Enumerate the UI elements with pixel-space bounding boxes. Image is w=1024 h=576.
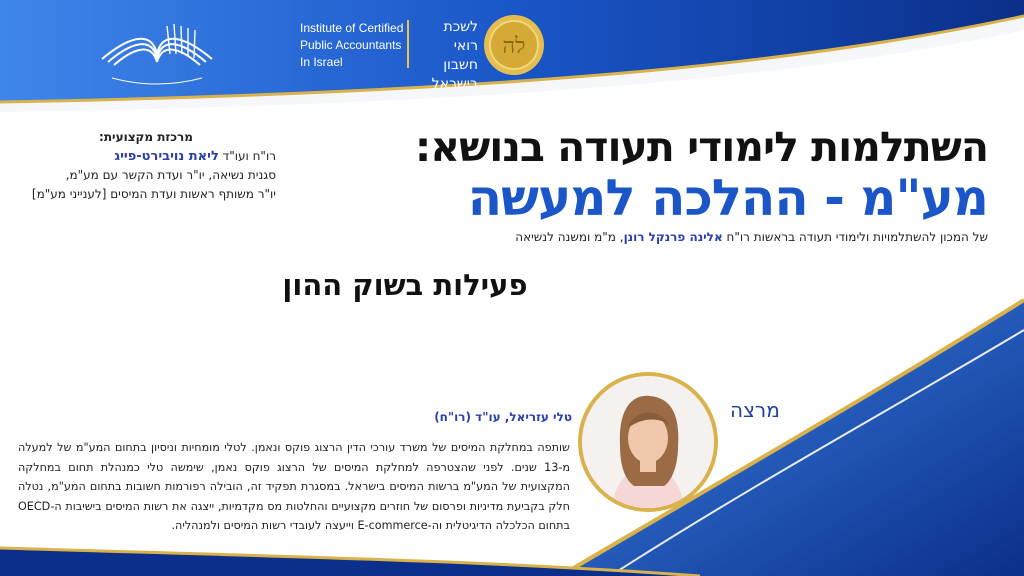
course-subject: מע"מ - ההלכה למעשה [467, 169, 988, 227]
presenter-photo [578, 372, 718, 512]
lecture-topic: פעילות בשוק ההון [282, 268, 528, 302]
coordinator-name: ליאת נויבירט-פייג [114, 149, 219, 164]
presenter-bio: שותפה במחלקת המיסים של משרד עורכי הדין הרצוג פוקס ונאמן. לטלי מומחיות וניסיון בתחום המע"מ של למעלה מ-13 שנים. לפני שהצטרפה למחלקת המיסים של הרצוג פוקס נאמן, שימשה טלי כמנהלת תחום במחלקה המקצועית של המע"מ ברשות המיסים בישראל. במסגרת תפקיד זה, הובילה רפורמות חשובות בתחום המע"מ, נטלה חלק בקביעת מדיניות ופרסום של חוזרים מקצועיים והחלטות מס מקדמיות, ייצגה את רשות המיסים בישיבות ה-OECD בתחום הכלכלה הדיגיטלית וה-E-commerce וייעצה לעובדי רשות המיסים ולמנהליה. [18, 441, 570, 533]
cpa-he-line: לשכת [443, 19, 478, 35]
presenter-label: מרצה [730, 398, 780, 422]
course-subtitle [228, 230, 988, 244]
subtitle-name: אלינה פרנקל רונן [623, 230, 723, 244]
coordinator-line-3: יו"ר משותף ראשות ועדת המיסים [לענייני מע"מ] [31, 187, 276, 201]
cpa-he-line: רואי חשבון [443, 38, 478, 73]
institute-logo [82, 14, 232, 94]
coordinator-title: מרכזת מקצועית: [99, 130, 193, 144]
header-divider [407, 20, 409, 68]
presenter-portrait [582, 376, 714, 508]
subtitle-prefix: של המכון להשתלמויות ולימודי תעודה בראשות רו"ח [722, 230, 988, 244]
coordinator-block [0, 128, 276, 204]
coordinator-line-2: סגנית נשיאה, יו"ר ועדת הקשר עם מע"מ, [65, 168, 276, 182]
coordinator-line-1 [0, 147, 276, 166]
cpa-seal-logo [483, 14, 545, 76]
cpa-en-line: Institute of Certified [300, 21, 404, 35]
cpa-institute-name-en [300, 20, 403, 71]
coordinator-prefix: רו"ח ועו"ד [218, 149, 276, 163]
cpa-en-line: Public Accountants [300, 38, 402, 52]
subtitle-suffix: , מ"מ ומשנה לנשיאה [515, 230, 624, 244]
seal-lettering: לה [502, 34, 526, 59]
cpa-en-line: In Israel [300, 55, 343, 69]
presenter-name: טלי עזריאל, עו"ד (רו"ח) [434, 410, 572, 424]
course-title: השתלמות לימודי תעודה בנושא: [414, 123, 988, 171]
cpa-institute-name-he [418, 18, 478, 94]
cpa-he-line: בישראל [431, 76, 478, 92]
